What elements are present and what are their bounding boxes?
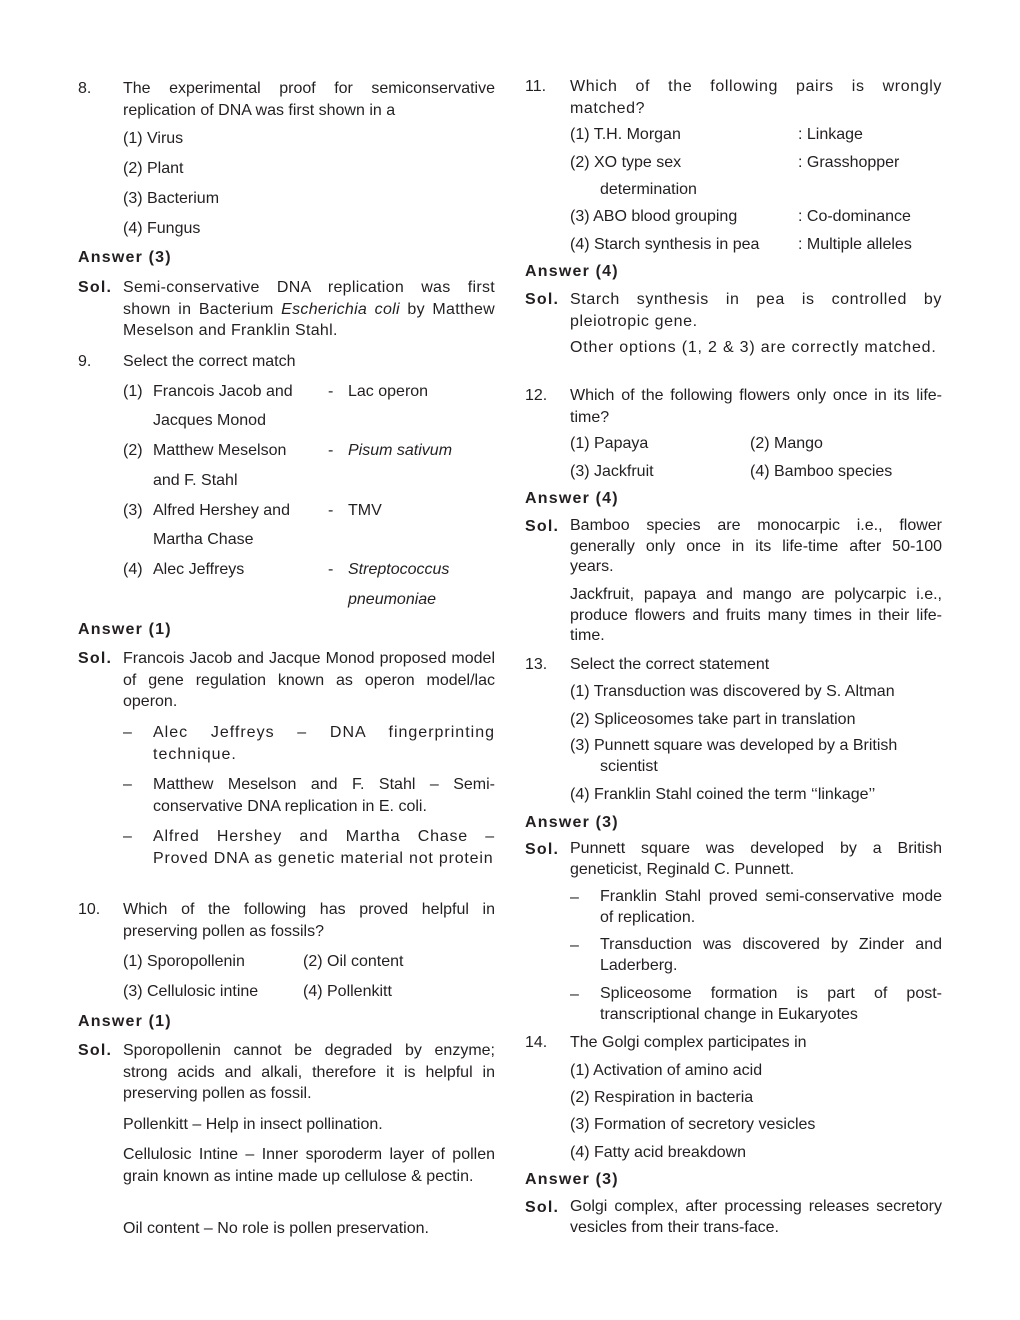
question-text: Which of the following pairs is wrongly matched?: [570, 78, 942, 117]
question-number: 14.: [525, 1034, 548, 1051]
solution-text: Bamboo species are monocarpic i.e., flower generally only once in its life-time after 50-100 years.: [570, 517, 942, 575]
option: (4) Fungus: [123, 220, 201, 237]
solution-text: Cellulosic Intine – Inner sporoderm layer of pollen grain known as intine made up cellulose & pectin.: [123, 1146, 495, 1185]
option: (2) Spliceosomes take part in translation: [570, 711, 856, 728]
option: (2) Mango: [750, 435, 823, 452]
option-text: Jacques Monod: [153, 412, 266, 429]
option: (4) Pollenkitt: [303, 983, 392, 1000]
option: (1) Activation of amino acid: [570, 1062, 763, 1079]
option: (3) Punnett square was developed by a British scientist: [570, 737, 898, 775]
option-text: and F. Stahl: [153, 472, 238, 489]
answer-label: Answer (3): [525, 1171, 619, 1188]
solution-label: Sol.: [525, 841, 560, 858]
solution-text: Sporopollenin cannot be degraded by enzyme; strong acids and alkali, therefore it is helpful in preserving pollen as fossil.: [123, 1042, 495, 1102]
option: (2) Respiration in bacteria: [570, 1089, 754, 1106]
option-match: : Grasshopper: [798, 154, 900, 171]
option-text: (2) XO type sex: [570, 154, 682, 171]
question-text: Select the correct statement: [570, 656, 770, 673]
option-match: : Multiple alleles: [798, 236, 912, 253]
answer-label: Answer (3): [78, 249, 172, 266]
solution-label: Sol.: [525, 518, 560, 535]
question-number: 12.: [525, 387, 548, 404]
solution-label: Sol.: [78, 650, 113, 667]
option-text: Matthew Meselson: [153, 442, 287, 459]
option-match: Pisum sativum: [348, 442, 453, 459]
question-text: The Golgi complex participates in: [570, 1034, 807, 1051]
option-text: Alfred Hershey and: [153, 502, 290, 519]
solution-text: Semi-conservative DNA replication was first shown in Bacterium Escherichia coli by Matthew Meselson and Franklin Stahl.: [123, 279, 496, 339]
question-number: 8.: [78, 80, 92, 97]
option: (3) Bacterium: [123, 190, 220, 207]
option-text: (3) ABO blood grouping: [570, 208, 738, 225]
solution-text: Starch synthesis in pea is controlled by pleiotropic gene.: [570, 291, 942, 330]
dash: -: [328, 561, 334, 578]
question-number: 9.: [78, 353, 92, 370]
option-text: Martha Chase: [153, 531, 254, 548]
option: (1) Transduction was discovered by S. Altman: [570, 683, 895, 700]
option-match: : Linkage: [798, 126, 863, 143]
solution-text: Punnett square was developed by a British geneticist, Reginald C. Punnett.: [570, 840, 942, 878]
question-text: Which of the following has proved helpful in preserving pollen as fossils?: [123, 901, 495, 940]
option-number: (2): [123, 442, 143, 459]
bullet-dash: –: [570, 986, 579, 1003]
question-text: Which of the following flowers only once in its life-time?: [570, 387, 942, 426]
option: (3) Formation of secretory vesicles: [570, 1116, 816, 1133]
option-match: Streptococcus: [348, 561, 450, 578]
option-match: TMV: [348, 502, 382, 519]
bullet-text: Spliceosome formation is part of post-transcriptional change in Eukaryotes: [600, 985, 942, 1023]
solution-label: Sol.: [525, 1199, 560, 1216]
option-match: Lac operon: [348, 383, 429, 400]
option: (2) Plant: [123, 160, 184, 177]
bullet-dash: –: [123, 776, 132, 793]
option: (1) Sporopollenin: [123, 953, 245, 970]
dash: -: [328, 383, 334, 400]
option: (1) Papaya: [570, 435, 649, 452]
option-text: (1) T.H. Morgan: [570, 126, 681, 143]
solution-text: Golgi complex, after processing releases secretory vesicles from their trans-face.: [570, 1198, 942, 1236]
option-number: (3): [123, 502, 143, 519]
question-text: Select the correct match: [123, 353, 296, 370]
option: (1) Virus: [123, 130, 184, 147]
dash: -: [328, 502, 334, 519]
solution-text: Other options (1, 2 & 3) are correctly matched.: [570, 339, 937, 356]
question-text: The experimental proof for semiconservative replication of DNA was first shown in a: [123, 80, 495, 119]
bullet-dash: –: [570, 937, 579, 954]
bullet-text: Alec Jeffreys – DNA fingerprinting technique.: [153, 724, 495, 763]
option: (3) Cellulosic intine: [123, 983, 259, 1000]
bullet-dash: –: [570, 889, 579, 906]
bullet-text: Alfred Hershey and Martha Chase – Proved DNA as genetic material not protein: [153, 828, 495, 867]
option-number: (4): [123, 561, 143, 578]
solution-text: Oil content – No role is pollen preservation.: [123, 1220, 429, 1237]
answer-label: Answer (1): [78, 1013, 172, 1030]
bullet-text: Transduction was discovered by Zinder and Laderberg.: [600, 936, 942, 974]
solution-text: Pollenkitt – Help in insect pollination.: [123, 1116, 383, 1133]
solution-label: Sol.: [78, 279, 113, 296]
bullet-dash: –: [123, 724, 132, 741]
option: (4) Franklin Stahl coined the term ‘‘linkage’’: [570, 786, 876, 803]
option-text: determination: [600, 181, 697, 198]
answer-label: Answer (1): [78, 621, 172, 638]
option-number: (1): [123, 383, 143, 400]
dash: -: [328, 442, 334, 459]
option: (3) Jackfruit: [570, 463, 654, 480]
solution-text: Jackfruit, papaya and mango are polycarpic i.e., produce flowers and fruits many times in their life-time.: [570, 586, 942, 644]
option-match: pneumoniae: [348, 591, 437, 608]
option: (2) Oil content: [303, 953, 404, 970]
question-number: 10.: [78, 901, 101, 918]
option-text: Alec Jeffreys: [153, 561, 245, 578]
option-text: (4) Starch synthesis in pea: [570, 236, 760, 253]
answer-label: Answer (3): [525, 814, 619, 831]
solution-text: Francois Jacob and Jacque Monod proposed model of gene regulation known as operon model/lac operon.: [123, 650, 495, 710]
bullet-text: Franklin Stahl proved semi-conservative mode of replication.: [600, 888, 942, 926]
answer-label: Answer (4): [525, 263, 619, 280]
option-text: Francois Jacob and: [153, 383, 293, 400]
bullet-text: Matthew Meselson and F. Stahl – Semi-conservative DNA replication in E. coli.: [153, 776, 495, 815]
question-number: 11.: [525, 78, 547, 95]
solution-label: Sol.: [78, 1042, 113, 1059]
option: (4) Bamboo species: [750, 463, 893, 480]
option: (4) Fatty acid breakdown: [570, 1144, 747, 1161]
solution-label: Sol.: [525, 291, 560, 308]
question-number: 13.: [525, 656, 548, 673]
option-match: : Co-dominance: [798, 208, 911, 225]
bullet-dash: –: [123, 828, 132, 845]
answer-label: Answer (4): [525, 490, 619, 507]
